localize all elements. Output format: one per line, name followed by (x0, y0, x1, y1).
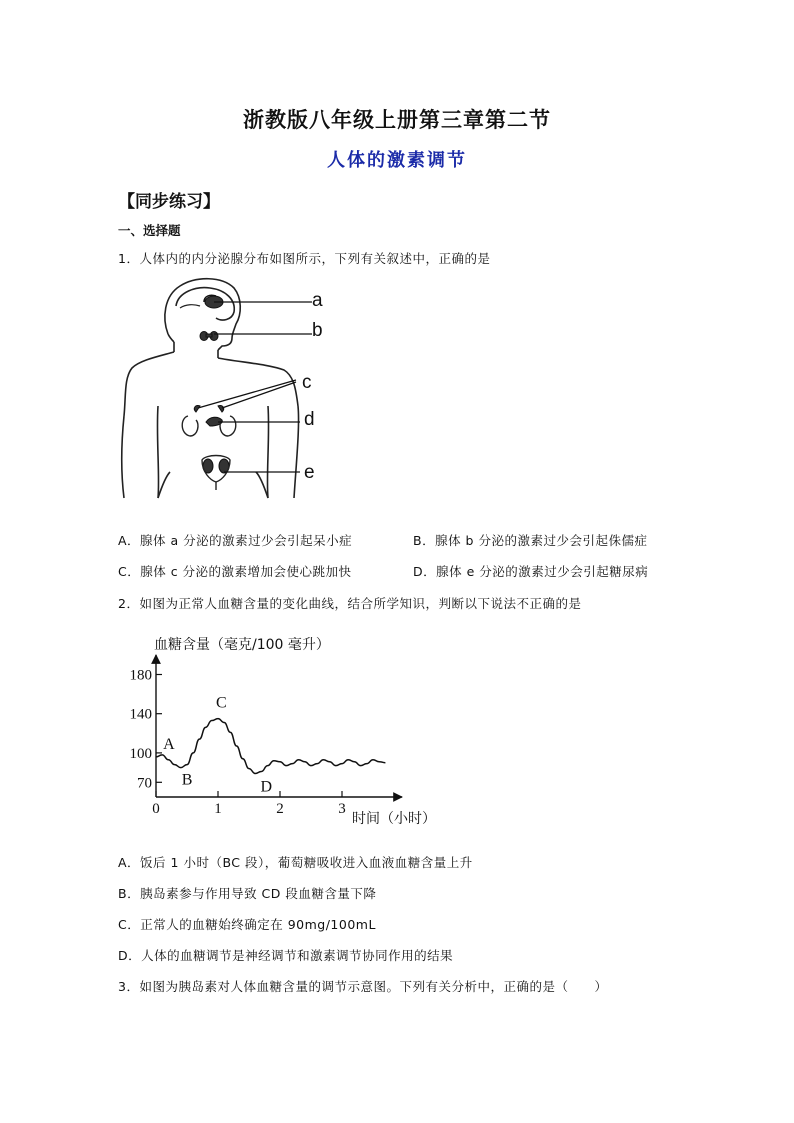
document-title: 浙教版八年级上册第三章第二节 (243, 107, 551, 132)
point-label-d: D (260, 778, 273, 796)
x-tick-label: 1 (214, 801, 222, 817)
glucose-curve (156, 719, 385, 774)
y-tick-label: 180 (129, 667, 152, 684)
document-subtitle: 人体的激素调节 (327, 150, 467, 171)
question-1-option-b: B．腺体 b 分泌的激素过少会引起侏儒症 (413, 533, 648, 548)
endocrine-gland-diagram (118, 276, 348, 504)
point-label-c: C (216, 694, 227, 712)
question-2-option-c: C．正常人的血糖始终确定在 90mg/100mL (118, 917, 376, 932)
question-2-stem: 2．如图为正常人血糖含量的变化曲线，结合所学知识，判断以下说法不正确的是 (118, 596, 582, 611)
gland-label-b: b (312, 320, 323, 341)
section-heading: 【同步练习】 (118, 192, 220, 212)
question-2-option-a: A．饭后 1 小时（BC 段），葡萄糖吸收进入血液血糖含量上升 (118, 855, 473, 870)
y-tick-label: 100 (129, 745, 152, 762)
blood-glucose-chart (118, 625, 458, 835)
question-1-option-d: D．腺体 e 分泌的激素过少会引起糖尿病 (413, 564, 649, 579)
gland-label-e: e (304, 462, 315, 483)
point-label-a: A (163, 735, 175, 753)
gland-label-d: d (304, 409, 315, 430)
point-label-b: B (181, 771, 193, 789)
question-2-option-d: D．人体的血糖调节是神经调节和激素调节协同作用的结果 (118, 948, 454, 963)
y-tick-label: 70 (137, 775, 152, 792)
question-1-stem: 1．人体内的内分泌腺分布如图所示，下列有关叙述中，正确的是 (118, 251, 491, 266)
x-tick-label: 0 (152, 801, 160, 817)
question-3-stem: 3．如图为胰岛素对人体血糖含量的调节示意图。下列有关分析中，正确的是（ ） (118, 979, 608, 994)
chart-y-axis-title: 血糖含量（毫克/100 毫升） (154, 637, 330, 653)
x-tick-label: 3 (338, 801, 346, 817)
gland-label-c: c (302, 372, 312, 393)
chart-x-axis-title: 时间（小时） (352, 811, 436, 827)
subsection-heading: 一、选择题 (118, 223, 181, 238)
question-1-option-c: C．腺体 c 分泌的激素增加会使心跳加快 (118, 564, 352, 579)
y-tick-label: 140 (129, 706, 152, 723)
x-tick-label: 2 (276, 801, 284, 817)
question-2-option-b: B．胰岛素参与作用导致 CD 段血糖含量下降 (118, 886, 377, 901)
question-1-option-a: A．腺体 a 分泌的激素过少会引起呆小症 (118, 533, 353, 548)
gland-label-a: a (312, 290, 323, 311)
